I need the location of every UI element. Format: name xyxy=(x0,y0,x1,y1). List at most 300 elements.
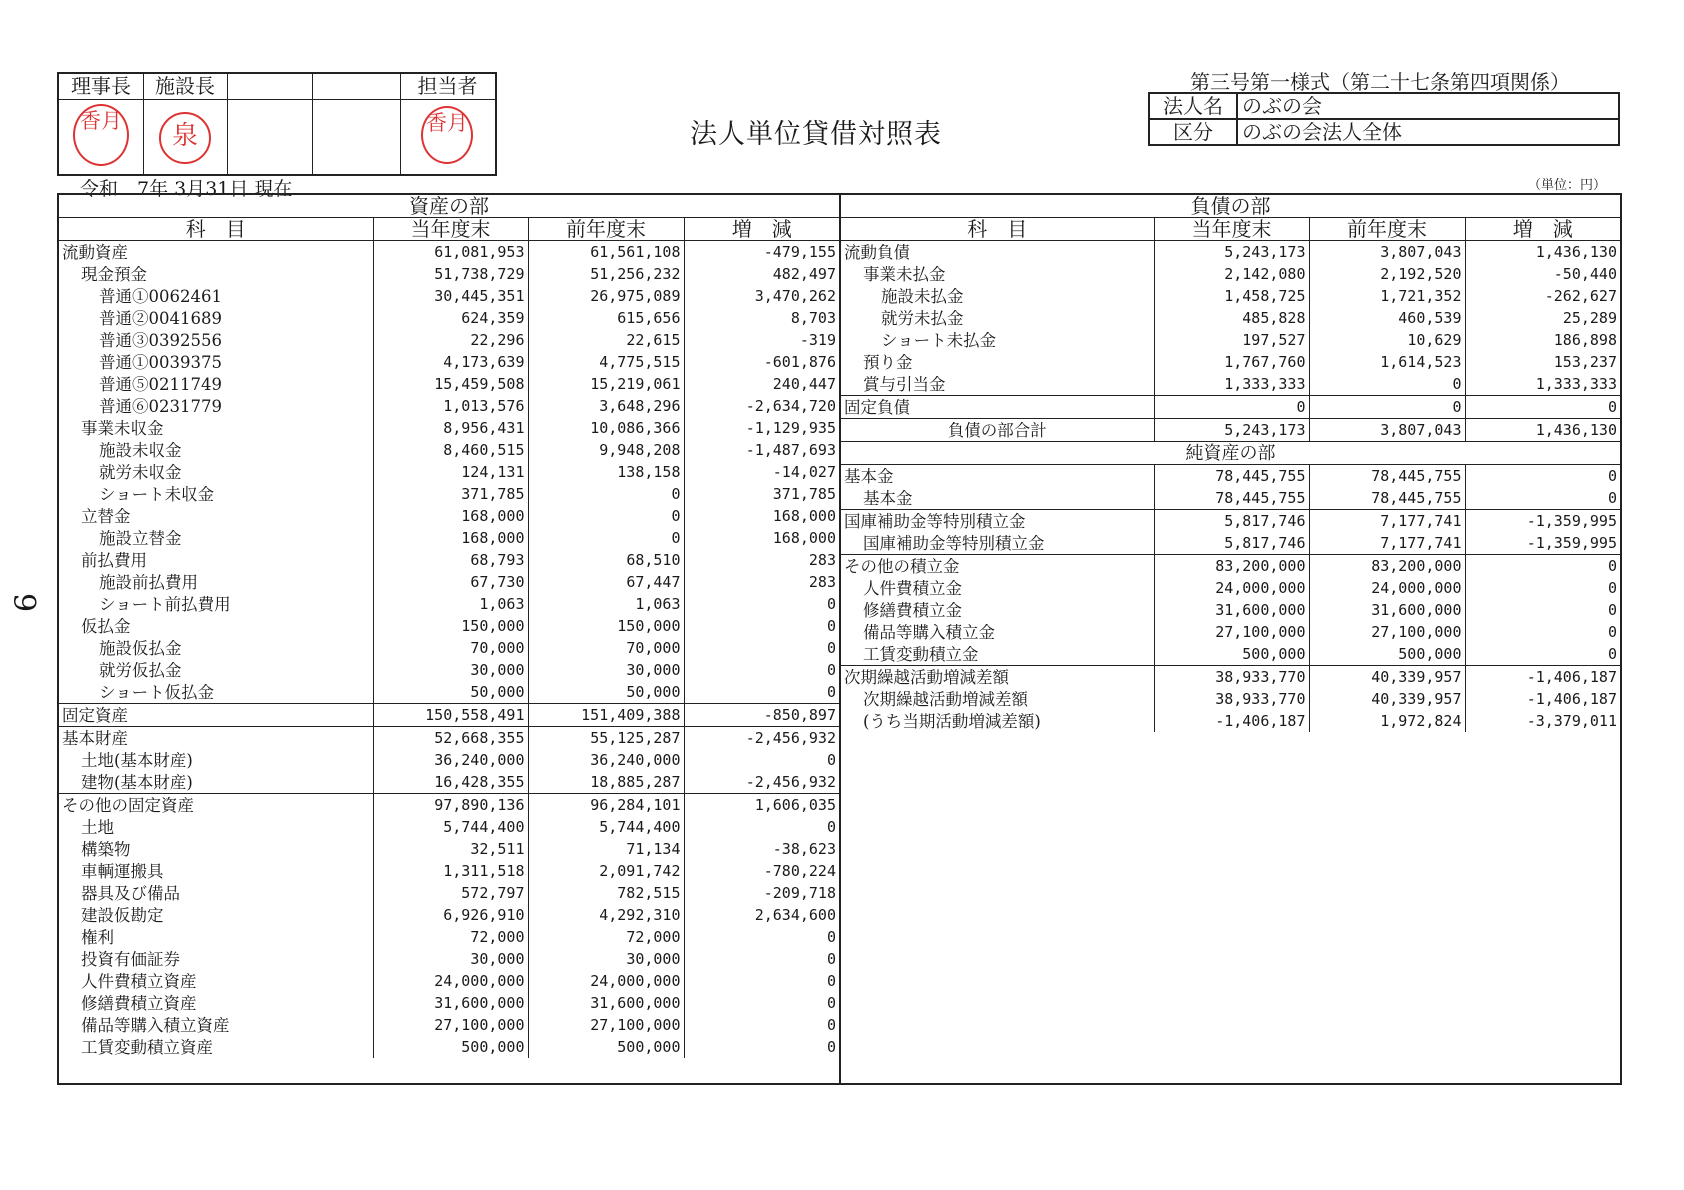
previous-value: 15,219,061 xyxy=(528,373,684,395)
table-row xyxy=(841,621,1620,643)
change-value: -2,634,720 xyxy=(684,395,839,417)
row-label: 施設前払費用 xyxy=(99,572,198,592)
current-value: 52,668,355 xyxy=(373,727,528,750)
current-value: 4,173,639 xyxy=(373,351,528,373)
row-label: 前払費用 xyxy=(81,550,147,570)
change-value: 0 xyxy=(1465,621,1620,643)
row-label: 工賃変動積立金 xyxy=(863,644,979,664)
change-value: -38,623 xyxy=(684,838,839,860)
row-label: 普通⑤0211749 xyxy=(99,374,222,394)
current-value: 78,445,755 xyxy=(1154,465,1309,488)
row-label: 賞与引当金 xyxy=(863,374,946,394)
current-value: 150,558,491 xyxy=(373,704,528,727)
previous-value: 500,000 xyxy=(1309,643,1465,666)
col-previous: 前年度末 xyxy=(1309,218,1465,241)
row-label: 固定負債 xyxy=(841,396,1154,419)
table-row xyxy=(59,926,839,948)
table-row xyxy=(841,307,1620,329)
current-value: 5,243,173 xyxy=(1154,241,1309,264)
row-label: 国庫補助金等特別積立金 xyxy=(841,510,1154,533)
table-row xyxy=(59,681,839,704)
previous-value: 500,000 xyxy=(528,1036,684,1058)
previous-value: 67,447 xyxy=(528,571,684,593)
current-value: 97,890,136 xyxy=(373,794,528,817)
row-label: その他の固定資産 xyxy=(59,794,373,817)
previous-value: 68,510 xyxy=(528,549,684,571)
previous-value: 7,177,741 xyxy=(1309,532,1465,555)
table-row xyxy=(841,487,1620,510)
change-value: -1,406,187 xyxy=(1465,688,1620,710)
current-value: 38,933,770 xyxy=(1154,666,1309,689)
row-label: 預り金 xyxy=(863,352,913,372)
net-assets-section-header-row xyxy=(841,442,1620,465)
change-value: 168,000 xyxy=(684,527,839,549)
table-row xyxy=(59,263,839,285)
current-value: 168,000 xyxy=(373,505,528,527)
previous-value: 7,177,741 xyxy=(1309,510,1465,533)
previous-value: 0 xyxy=(1309,396,1465,419)
row-label: 施設仮払金 xyxy=(99,638,182,658)
change-value: 0 xyxy=(1465,487,1620,510)
change-value: 283 xyxy=(684,571,839,593)
previous-value: 27,100,000 xyxy=(528,1014,684,1036)
table-row xyxy=(59,527,839,549)
col-change: 増 減 xyxy=(1465,218,1620,241)
current-value: 38,933,770 xyxy=(1154,688,1309,710)
table-row xyxy=(841,643,1620,666)
liabilities-section-header: 負債の部 xyxy=(841,195,1620,218)
change-value: -1,406,187 xyxy=(1465,666,1620,689)
table-row xyxy=(59,395,839,417)
current-value: 500,000 xyxy=(373,1036,528,1058)
table-row xyxy=(841,688,1620,710)
corporation-info xyxy=(1148,92,1620,146)
change-value: 0 xyxy=(684,948,839,970)
previous-value: 0 xyxy=(528,505,684,527)
assets-table xyxy=(59,195,839,1058)
change-value: 0 xyxy=(684,816,839,838)
current-value: 1,333,333 xyxy=(1154,373,1309,396)
previous-value: 24,000,000 xyxy=(1309,577,1465,599)
change-value: -209,718 xyxy=(684,882,839,904)
table-row xyxy=(59,307,839,329)
net-assets-section-header: 純資産の部 xyxy=(841,442,1620,465)
row-label: 施設立替金 xyxy=(99,528,182,548)
table-row xyxy=(59,505,839,527)
table-row xyxy=(59,948,839,970)
table-row xyxy=(59,241,839,264)
current-value: 371,785 xyxy=(373,483,528,505)
table-row xyxy=(59,904,839,926)
previous-value: 10,086,366 xyxy=(528,417,684,439)
page-title: 法人単位貸借対照表 xyxy=(690,119,942,150)
current-value: 36,240,000 xyxy=(373,749,528,771)
row-label: 備品等購入積立金 xyxy=(863,622,995,642)
row-label: 流動負債 xyxy=(841,241,1154,264)
current-value: 500,000 xyxy=(1154,643,1309,666)
table-row xyxy=(59,373,839,395)
change-value: -3,379,011 xyxy=(1465,710,1620,732)
row-label: 事業未払金 xyxy=(863,264,946,284)
previous-value: 22,615 xyxy=(528,329,684,351)
current-value: 485,828 xyxy=(1154,307,1309,329)
change-value: -2,456,932 xyxy=(684,771,839,794)
current-value: 67,730 xyxy=(373,571,528,593)
change-value: -1,487,693 xyxy=(684,439,839,461)
current-value: 197,527 xyxy=(1154,329,1309,351)
table-row xyxy=(59,704,839,727)
table-row xyxy=(841,599,1620,621)
change-value: 0 xyxy=(684,593,839,615)
current-value: 8,460,515 xyxy=(373,439,528,461)
as-of-date: 令和 7年 3月31日 現在 xyxy=(80,178,293,200)
change-value: -1,129,935 xyxy=(684,417,839,439)
table-row xyxy=(59,1036,839,1058)
change-value: 1,436,130 xyxy=(1465,241,1620,264)
unit-label: （単位：円） xyxy=(1528,178,1607,193)
current-value: 124,131 xyxy=(373,461,528,483)
change-value: 153,237 xyxy=(1465,351,1620,373)
liabilities-table xyxy=(841,195,1620,732)
current-value: 61,081,953 xyxy=(373,241,528,264)
current-value: 5,243,173 xyxy=(1154,419,1309,442)
row-label: ショート未払金 xyxy=(881,330,997,350)
previous-value: 0 xyxy=(1309,373,1465,396)
row-label: 人件費積立金 xyxy=(863,578,962,598)
row-label: 車輌運搬具 xyxy=(81,861,164,881)
previous-value: 782,515 xyxy=(528,882,684,904)
current-value: 16,428,355 xyxy=(373,771,528,794)
row-label: 負債の部合計 xyxy=(841,419,1154,442)
current-value: 1,767,760 xyxy=(1154,351,1309,373)
col-previous: 前年度末 xyxy=(528,218,684,241)
table-row xyxy=(841,666,1620,689)
row-label: 構築物 xyxy=(81,839,131,859)
current-value: 5,817,746 xyxy=(1154,510,1309,533)
row-label: 人件費積立資産 xyxy=(81,971,197,991)
row-label: 工賃変動積立資産 xyxy=(81,1037,213,1057)
change-value: 25,289 xyxy=(1465,307,1620,329)
seal-stamp: 泉 xyxy=(159,112,211,164)
stamp-header-staff: 担当者 xyxy=(417,74,478,98)
table-row xyxy=(59,461,839,483)
table-row xyxy=(59,1014,839,1036)
current-value: 15,459,508 xyxy=(373,373,528,395)
current-value: 1,063 xyxy=(373,593,528,615)
assets-section-header: 資産の部 xyxy=(59,195,839,218)
row-label: 就労未収金 xyxy=(99,462,182,482)
current-value: 624,359 xyxy=(373,307,528,329)
change-value: 0 xyxy=(1465,555,1620,578)
current-value: 31,600,000 xyxy=(1154,599,1309,621)
previous-value: 30,000 xyxy=(528,948,684,970)
previous-value: 50,000 xyxy=(528,681,684,704)
table-row xyxy=(59,970,839,992)
change-value: 0 xyxy=(1465,599,1620,621)
current-value: 0 xyxy=(1154,396,1309,419)
table-row xyxy=(59,794,839,817)
change-value: 0 xyxy=(1465,643,1620,666)
table-row xyxy=(59,771,839,794)
row-label: ショート未収金 xyxy=(99,484,215,504)
change-value: 1,606,035 xyxy=(684,794,839,817)
table-row xyxy=(841,532,1620,555)
previous-value: 30,000 xyxy=(528,659,684,681)
change-value: -479,155 xyxy=(684,241,839,264)
table-row xyxy=(59,838,839,860)
division-key: 区分 xyxy=(1150,120,1238,144)
table-row xyxy=(59,417,839,439)
row-label: 普通⑥0231779 xyxy=(99,396,222,416)
change-value: 0 xyxy=(684,749,839,771)
row-label: 施設未払金 xyxy=(881,286,964,306)
table-row xyxy=(59,571,839,593)
table-row xyxy=(841,329,1620,351)
seal-stamp: 香月 xyxy=(421,106,473,164)
previous-value: 40,339,957 xyxy=(1309,666,1465,689)
change-value: 0 xyxy=(684,1036,839,1058)
seal-stamp: 香月 xyxy=(73,104,129,166)
current-value: 51,738,729 xyxy=(373,263,528,285)
current-value: 8,956,431 xyxy=(373,417,528,439)
row-label: 施設未収金 xyxy=(99,440,182,460)
row-label: 投資有価証券 xyxy=(81,949,180,969)
previous-value: 2,091,742 xyxy=(528,860,684,882)
change-value: 0 xyxy=(1465,396,1620,419)
previous-value: 1,721,352 xyxy=(1309,285,1465,307)
change-value: -1,359,995 xyxy=(1465,532,1620,555)
current-value: 70,000 xyxy=(373,637,528,659)
table-row xyxy=(59,549,839,571)
change-value: 240,447 xyxy=(684,373,839,395)
col-current: 当年度末 xyxy=(373,218,528,241)
current-value: 50,000 xyxy=(373,681,528,704)
change-value: 186,898 xyxy=(1465,329,1620,351)
stamp-header-director: 施設長 xyxy=(155,74,215,98)
row-label: 基本財産 xyxy=(59,727,373,750)
table-row xyxy=(841,710,1620,732)
table-row xyxy=(841,510,1620,533)
row-label: ショート仮払金 xyxy=(99,682,215,702)
previous-value: 72,000 xyxy=(528,926,684,948)
current-value: 168,000 xyxy=(373,527,528,549)
change-value: 0 xyxy=(684,926,839,948)
table-row xyxy=(841,465,1620,488)
change-value: 0 xyxy=(684,681,839,704)
table-row xyxy=(59,593,839,615)
current-value: 24,000,000 xyxy=(1154,577,1309,599)
current-value: 83,200,000 xyxy=(1154,555,1309,578)
row-label: 就労仮払金 xyxy=(99,660,182,680)
previous-value: 31,600,000 xyxy=(528,992,684,1014)
row-label: 修繕費積立資産 xyxy=(81,993,197,1013)
previous-value: 27,100,000 xyxy=(1309,621,1465,643)
change-value: 0 xyxy=(684,659,839,681)
current-value: 27,100,000 xyxy=(1154,621,1309,643)
current-value: 78,445,755 xyxy=(1154,487,1309,510)
previous-value: 1,972,824 xyxy=(1309,710,1465,732)
row-label: 次期繰越活動増減差額 xyxy=(841,666,1154,689)
table-row xyxy=(59,439,839,461)
row-label: 就労未払金 xyxy=(881,308,964,328)
change-value: -780,224 xyxy=(684,860,839,882)
row-label: 建設仮勘定 xyxy=(81,905,164,925)
row-label: 国庫補助金等特別積立金 xyxy=(863,533,1045,553)
previous-value: 78,445,755 xyxy=(1309,487,1465,510)
row-label: ショート前払費用 xyxy=(99,594,231,614)
table-row xyxy=(59,351,839,373)
change-value: -262,627 xyxy=(1465,285,1620,307)
change-value: 168,000 xyxy=(684,505,839,527)
previous-value: 26,975,089 xyxy=(528,285,684,307)
row-label: その他の積立金 xyxy=(841,555,1154,578)
current-value: 6,926,910 xyxy=(373,904,528,926)
change-value: 0 xyxy=(684,1014,839,1036)
current-value: 5,817,746 xyxy=(1154,532,1309,555)
previous-value: 0 xyxy=(528,527,684,549)
table-row xyxy=(841,577,1620,599)
current-value: 5,744,400 xyxy=(373,816,528,838)
row-label: 基本金 xyxy=(841,465,1154,488)
current-value: 22,296 xyxy=(373,329,528,351)
row-label: 普通②0041689 xyxy=(99,308,222,328)
corp-name-key: 法人名 xyxy=(1150,94,1238,118)
table-row xyxy=(59,749,839,771)
col-change: 増 減 xyxy=(684,218,839,241)
current-value: 31,600,000 xyxy=(373,992,528,1014)
change-value: 2,634,600 xyxy=(684,904,839,926)
table-row xyxy=(59,992,839,1014)
table-row xyxy=(59,483,839,505)
previous-value: 18,885,287 xyxy=(528,771,684,794)
current-value: 30,000 xyxy=(373,659,528,681)
col-subject: 科 目 xyxy=(841,218,1154,241)
change-value: 1,333,333 xyxy=(1465,373,1620,396)
previous-value: 55,125,287 xyxy=(528,727,684,750)
table-row xyxy=(59,882,839,904)
row-label: 修繕費積立金 xyxy=(863,600,962,620)
current-value: 1,013,576 xyxy=(373,395,528,417)
current-value: 1,458,725 xyxy=(1154,285,1309,307)
table-row xyxy=(841,373,1620,396)
form-label: 第三号第一様式（第二十七条第四項関係） xyxy=(1190,70,1570,94)
row-label: 備品等購入積立資産 xyxy=(81,1015,230,1035)
current-value: -1,406,187 xyxy=(1154,710,1309,732)
previous-value: 83,200,000 xyxy=(1309,555,1465,578)
current-value: 30,000 xyxy=(373,948,528,970)
table-row xyxy=(59,816,839,838)
previous-value: 9,948,208 xyxy=(528,439,684,461)
current-value: 72,000 xyxy=(373,926,528,948)
change-value: 0 xyxy=(684,992,839,1014)
previous-value: 2,192,520 xyxy=(1309,263,1465,285)
table-row xyxy=(59,727,839,750)
table-row xyxy=(841,285,1620,307)
row-label: 普通①0062461 xyxy=(99,286,222,306)
change-value: -1,359,995 xyxy=(1465,510,1620,533)
current-value: 2,142,080 xyxy=(1154,263,1309,285)
current-value: 32,511 xyxy=(373,838,528,860)
table-row xyxy=(59,615,839,637)
current-value: 27,100,000 xyxy=(373,1014,528,1036)
current-value: 24,000,000 xyxy=(373,970,528,992)
row-label: 次期繰越活動増減差額 xyxy=(863,689,1028,709)
table-row xyxy=(59,860,839,882)
previous-value: 615,656 xyxy=(528,307,684,329)
table-row xyxy=(59,659,839,681)
table-row xyxy=(841,555,1620,578)
row-label: 現金預金 xyxy=(81,264,147,284)
table-row xyxy=(841,419,1620,442)
change-value: 0 xyxy=(684,970,839,992)
previous-value: 4,292,310 xyxy=(528,904,684,926)
change-value: -14,027 xyxy=(684,461,839,483)
page-mark: 9 xyxy=(6,592,42,613)
previous-value: 151,409,388 xyxy=(528,704,684,727)
current-value: 1,311,518 xyxy=(373,860,528,882)
previous-value: 40,339,957 xyxy=(1309,688,1465,710)
row-label: 固定資産 xyxy=(59,704,373,727)
table-row xyxy=(841,351,1620,373)
col-current: 当年度末 xyxy=(1154,218,1309,241)
change-value: -601,876 xyxy=(684,351,839,373)
previous-value: 61,561,108 xyxy=(528,241,684,264)
change-value: 0 xyxy=(684,637,839,659)
previous-value: 31,600,000 xyxy=(1309,599,1465,621)
previous-value: 0 xyxy=(528,483,684,505)
table-row xyxy=(841,396,1620,419)
change-value: -850,897 xyxy=(684,704,839,727)
change-value: 0 xyxy=(1465,577,1620,599)
previous-value: 10,629 xyxy=(1309,329,1465,351)
stamp-header-chairman: 理事長 xyxy=(71,74,131,98)
current-value: 150,000 xyxy=(373,615,528,637)
previous-value: 78,445,755 xyxy=(1309,465,1465,488)
row-label: 土地(基本財産) xyxy=(81,750,193,770)
previous-value: 24,000,000 xyxy=(528,970,684,992)
change-value: -319 xyxy=(684,329,839,351)
change-value: 371,785 xyxy=(684,483,839,505)
previous-value: 5,744,400 xyxy=(528,816,684,838)
previous-value: 70,000 xyxy=(528,637,684,659)
change-value: 283 xyxy=(684,549,839,571)
row-label: 普通③0392556 xyxy=(99,330,222,350)
current-value: 572,797 xyxy=(373,882,528,904)
table-row xyxy=(59,285,839,307)
previous-value: 51,256,232 xyxy=(528,263,684,285)
row-label: 流動資産 xyxy=(59,241,373,264)
table-row xyxy=(59,637,839,659)
table-row xyxy=(841,241,1620,264)
change-value: -2,456,932 xyxy=(684,727,839,750)
change-value: 0 xyxy=(684,615,839,637)
row-label: 事業未収金 xyxy=(81,418,164,438)
previous-value: 3,807,043 xyxy=(1309,241,1465,264)
row-label: 建物(基本財産) xyxy=(81,772,193,792)
row-label: 基本金 xyxy=(863,488,913,508)
table-row xyxy=(841,263,1620,285)
change-value: 8,703 xyxy=(684,307,839,329)
row-label: 普通①0039375 xyxy=(99,352,222,372)
previous-value: 150,000 xyxy=(528,615,684,637)
previous-value: 3,807,043 xyxy=(1309,419,1465,442)
previous-value: 4,775,515 xyxy=(528,351,684,373)
row-label: 仮払金 xyxy=(81,616,131,636)
row-label: 立替金 xyxy=(81,506,131,526)
change-value: -50,440 xyxy=(1465,263,1620,285)
previous-value: 3,648,296 xyxy=(528,395,684,417)
row-label: (うち当期活動増減差額) xyxy=(863,711,1041,731)
